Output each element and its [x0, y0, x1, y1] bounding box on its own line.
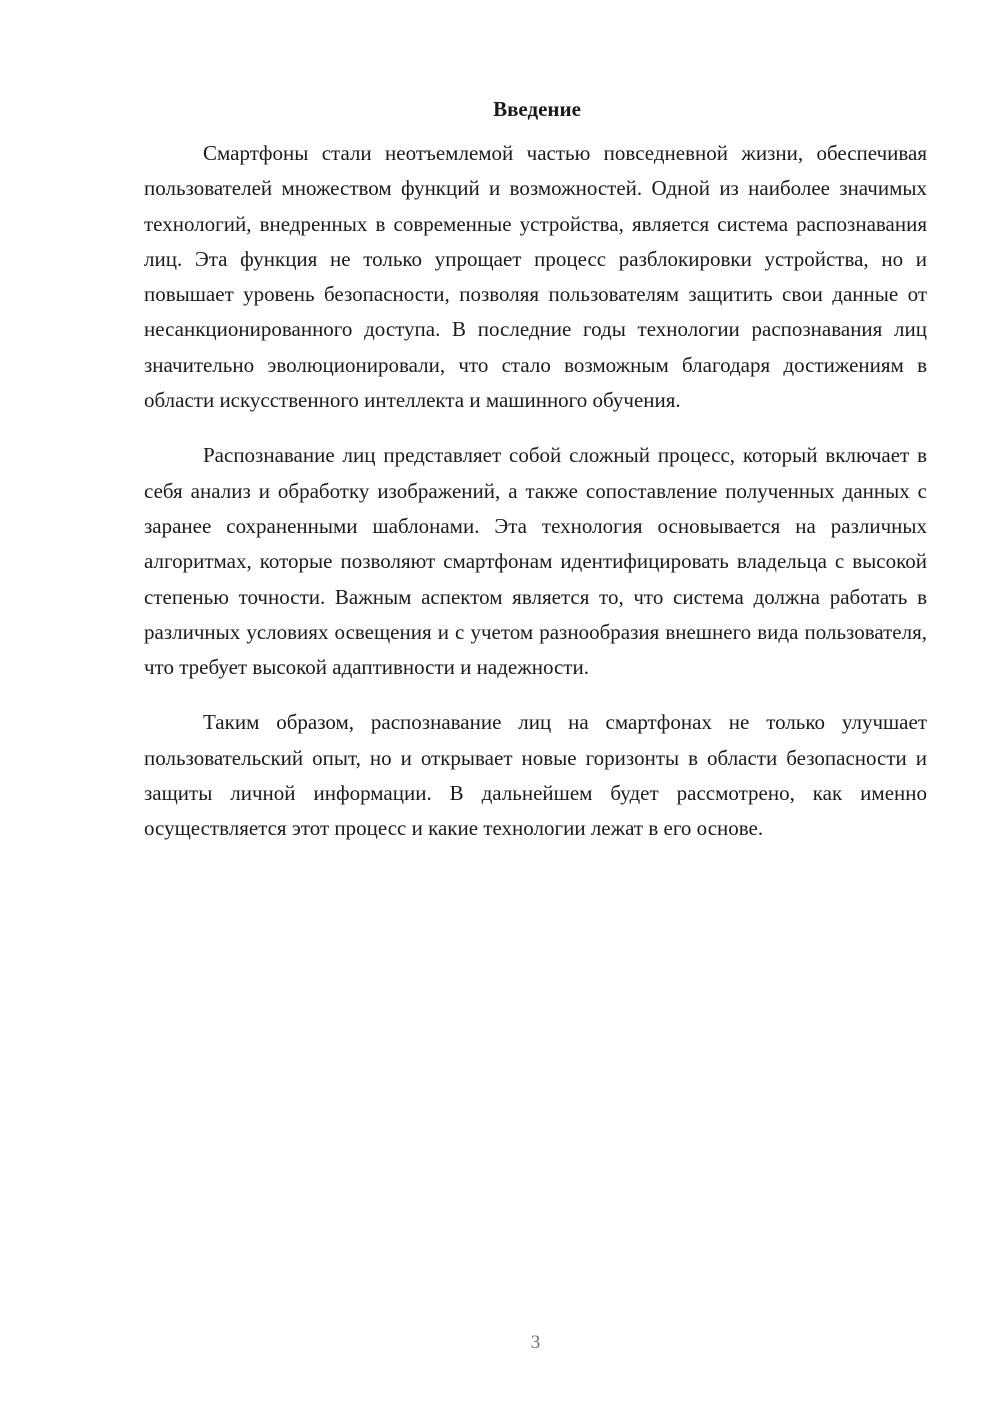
paragraph-1: Смартфоны стали неотъемлемой частью повседневной жизни, обеспечивая пользователей множеством функций и возможностей. Одной из наиболее значимых технологий, внедренных в современные устройства, является система распознавания лиц. Эта функция не только упрощает процесс разблокировки устройства, но и повышает уровень безопасности, позволяя пользователям защитить свои данные от несанкционированного доступа. В последние годы технологии распознавания лиц значительно эволюционировали, что стало возможным благодаря достижениям в области искусственного интеллекта и машинного обучения. — [144, 141, 927, 413]
page-number: 3 — [530, 1332, 541, 1353]
paragraph-2: Распознавание лиц представляет собой сложный процесс, который включает в себя анализ и обработку изображений, а также сопоставление полученных данных с заранее сохраненными шаблонами. Эта технология основывается на различных алгоритмах, которые позволяют смартфонам идентифицировать владельца с высокой степенью точности. Важным аспектом является то, что система должна работать в различных условиях освещения и с учетом разнообразия внешнего вида пользователя, что требует высокой адаптивности и надежности. — [144, 443, 927, 680]
page-content — [144, 92, 927, 867]
section-heading: Введение — [493, 97, 581, 121]
paragraph-3: Таким образом, распознавание лиц на смартфонах не только улучшает пользовательский опыт, но и открывает новые горизонты в области безопасности и защиты личной информации. В дальнейшем будет рассмотрено, как именно осуществляется этот процесс и какие технологии лежат в его основе. — [144, 710, 927, 841]
